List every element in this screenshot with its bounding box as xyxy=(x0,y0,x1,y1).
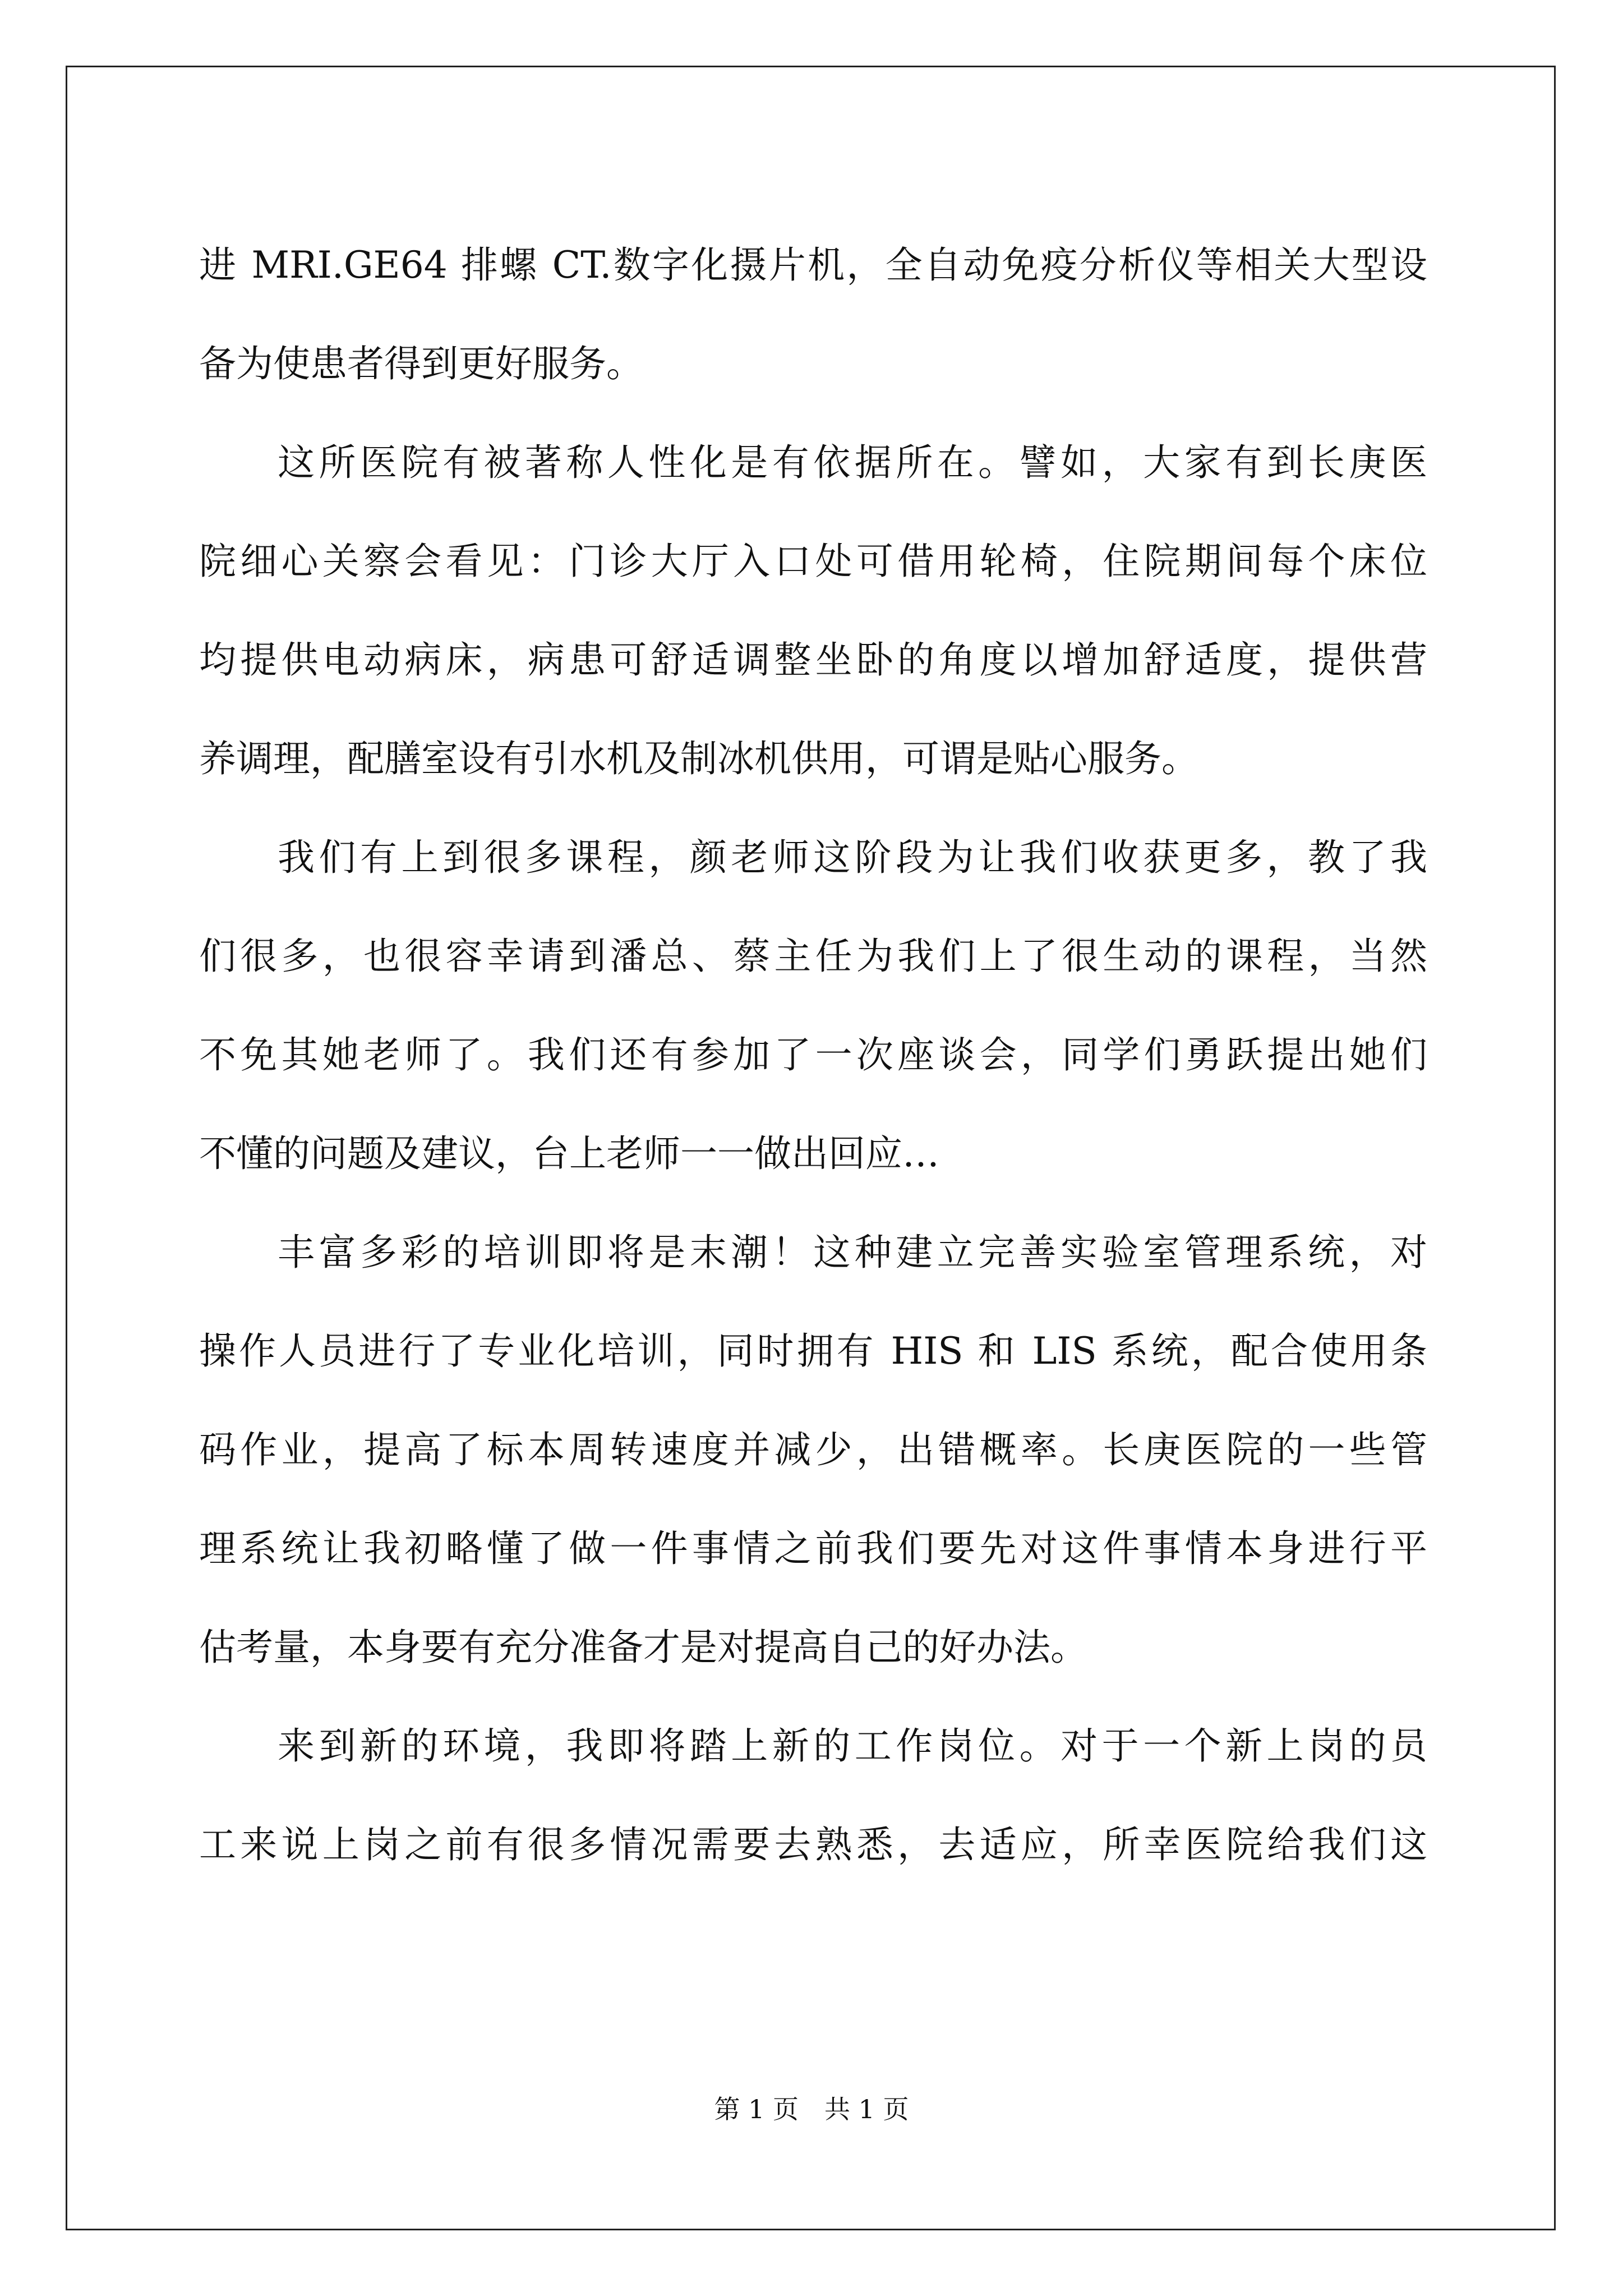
text-line: 码作业，提高了标本周转速度并减少，出错概率。长庚医院的一些管 xyxy=(199,1428,1427,1471)
text-line: 工来说上岗之前有很多情况需要去熟悉，去适应，所幸医院给我们这 xyxy=(199,1823,1427,1866)
paragraph-first-line: 这所医院有被著称人性化是有依据所在。譬如，大家有到长庚医 xyxy=(278,441,1427,484)
text-line: 理系统让我初略懂了做一件事情之前我们要先对这件事情本身进行平 xyxy=(199,1527,1427,1570)
text-line: 均提供电动病床，病患可舒适调整坐卧的角度以增加舒适度，提供营 xyxy=(199,638,1427,682)
text-line: 操作人员进行了专业化培训，同时拥有 HIS 和 LIS 系统，配合使用条 xyxy=(199,1329,1427,1373)
text-line: 不免其她老师了。我们还有参加了一次座谈会，同学们勇跃提出她们 xyxy=(199,1033,1427,1076)
text-line: 不懂的问题及建议，台上老师一一做出回应… xyxy=(199,1132,939,1175)
paragraph-first-line: 丰富多彩的培训即将是末潮！这种建立完善实验室管理系统，对 xyxy=(278,1231,1427,1274)
page-number-footer: 第 1 页 共 1 页 xyxy=(714,2094,909,2124)
text-line: 养调理，配膳室设有引水机及制冰机供用，可谓是贴心服务。 xyxy=(199,737,1198,780)
text-line: 进 MRI.GE64 排螺 CT.数字化摄片机，全自动免疫分析仪等相关大型设 xyxy=(199,243,1427,287)
document-body xyxy=(199,216,1427,1894)
text-line: 备为使患者得到更好服务。 xyxy=(199,342,643,385)
paragraph-first-line: 我们有上到很多课程，颜老师这阶段为让我们收获更多，教了我 xyxy=(278,836,1427,879)
text-line: 们很多，也很容幸请到潘总、蔡主任为我们上了很生动的课程，当然 xyxy=(199,935,1427,978)
text-line: 估考量，本身要有充分准备才是对提高自己的好办法。 xyxy=(199,1626,1087,1669)
paragraph-first-line: 来到新的环境，我即将踏上新的工作岗位。对于一个新上岗的员 xyxy=(278,1724,1427,1768)
text-line: 院细心关察会看见：门诊大厅入口处可借用轮椅，住院期间每个床位 xyxy=(199,540,1427,583)
